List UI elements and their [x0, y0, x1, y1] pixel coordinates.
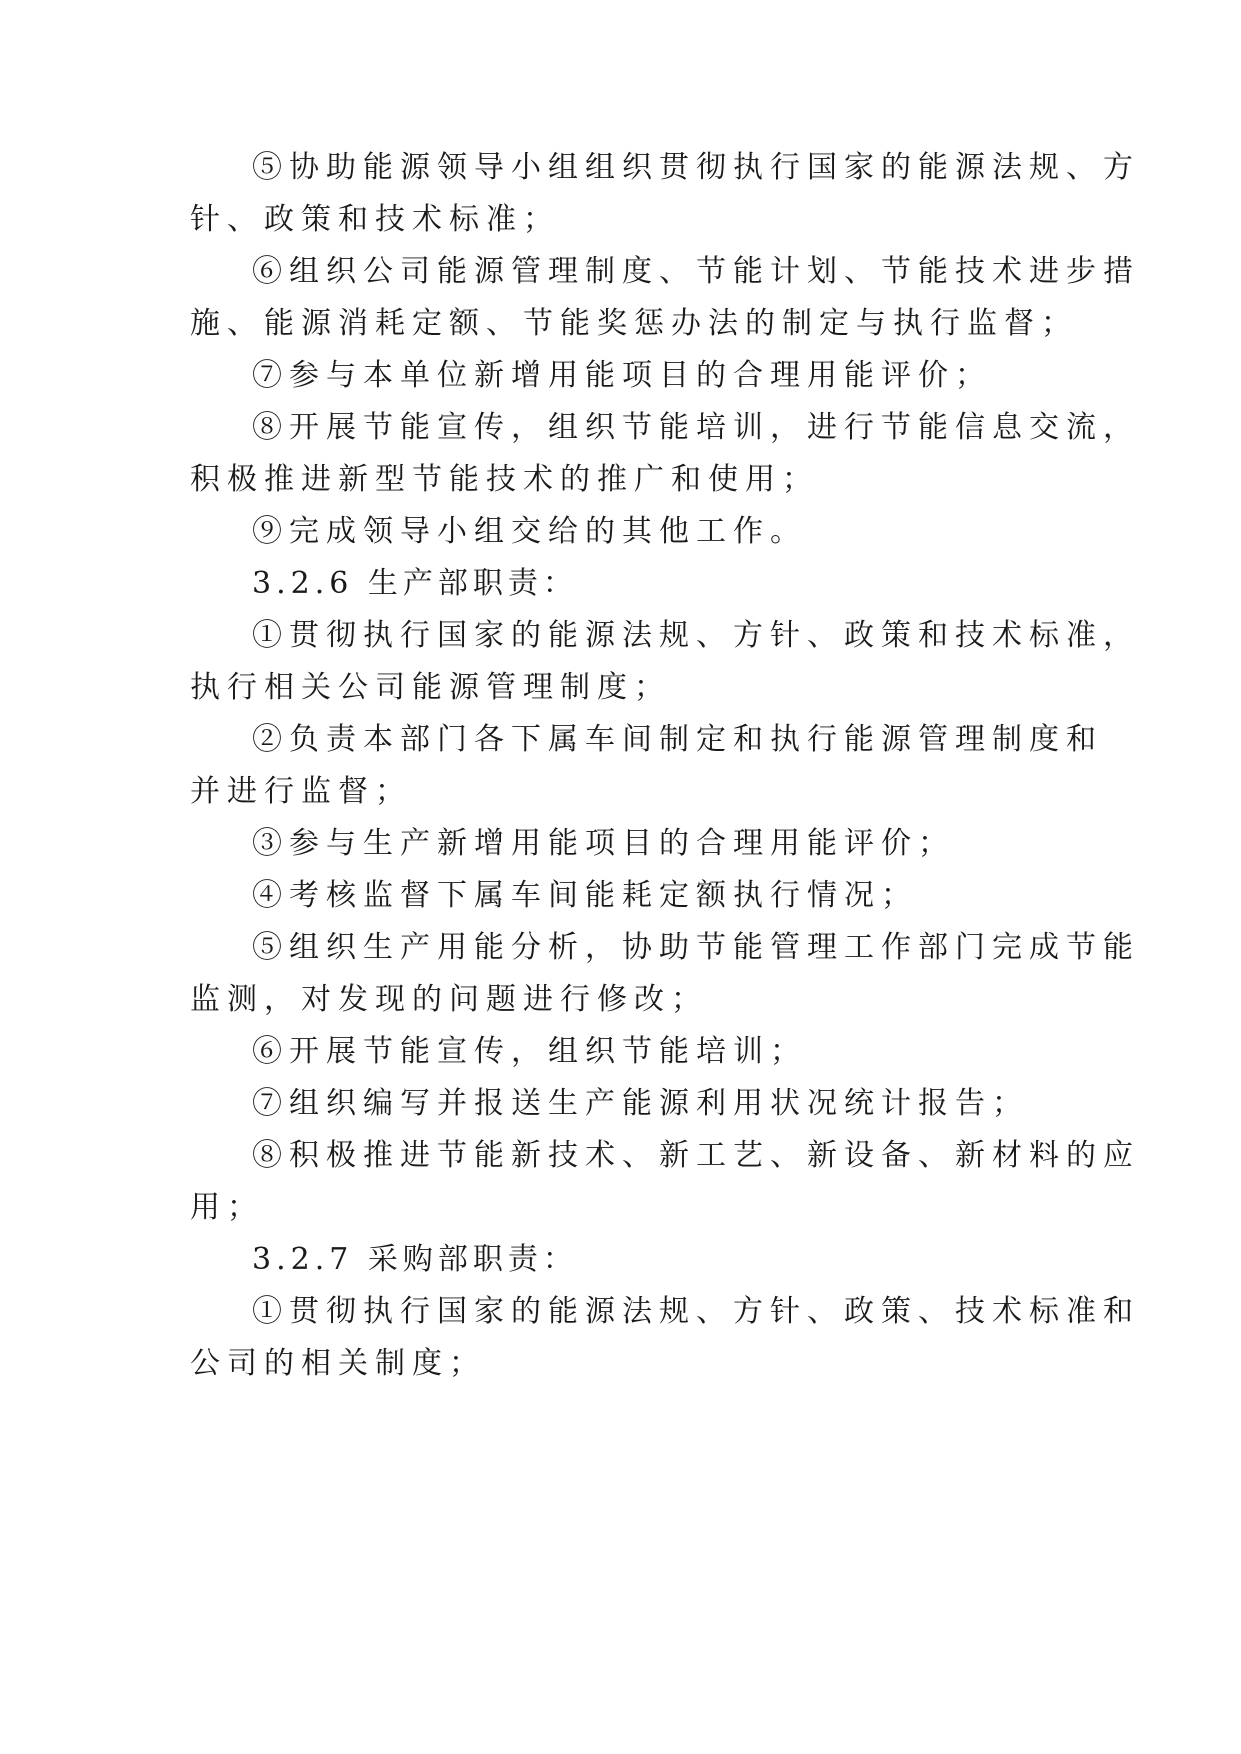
- paragraph-line: ⑥组织公司能源管理制度、节能计划、节能技术进步措: [252, 254, 1140, 289]
- paragraph-line: 并进行监督；: [190, 774, 412, 809]
- paragraph-line: ②负责本部门各下属车间制定和执行能源管理制度和: [252, 722, 1103, 757]
- paragraph-line: 执行相关公司能源管理制度；: [190, 670, 671, 705]
- paragraph-line: ⑥开展节能宣传，组织节能培训；: [252, 1034, 807, 1069]
- paragraph-line: ③参与生产新增用能项目的合理用能评价；: [252, 826, 955, 861]
- paragraph-line: ④考核监督下属车间能耗定额执行情况；: [252, 878, 918, 913]
- paragraph-line: ⑧积极推进节能新技术、新工艺、新设备、新材料的应: [252, 1138, 1140, 1173]
- paragraph-line: 监测，对发现的问题进行修改；: [190, 982, 708, 1017]
- paragraph-line: ⑧开展节能宣传，组织节能培训，进行节能信息交流，: [252, 410, 1140, 445]
- paragraph-line: ⑤组织生产用能分析，协助节能管理工作部门完成节能: [252, 930, 1140, 965]
- paragraph-line: ⑦组织编写并报送生产能源利用状况统计报告；: [252, 1086, 1029, 1121]
- paragraph-line: 施、能源消耗定额、节能奖惩办法的制定与执行监督；: [190, 306, 1078, 341]
- paragraph-line: 积极推进新型节能技术的推广和使用；: [190, 462, 819, 497]
- paragraph-line: ⑨完成领导小组交给的其他工作。: [252, 514, 807, 549]
- section-heading: 3.2.7 采购部职责：: [252, 1242, 578, 1277]
- paragraph-line: ⑦参与本单位新增用能项目的合理用能评价；: [252, 358, 992, 393]
- section-heading: 3.2.6 生产部职责：: [252, 566, 578, 601]
- paragraph-line: 针、政策和技术标准；: [190, 202, 560, 237]
- paragraph-line: ①贯彻执行国家的能源法规、方针、政策和技术标准，: [252, 618, 1140, 653]
- paragraph-line: 公司的相关制度；: [190, 1346, 486, 1381]
- paragraph-line: ①贯彻执行国家的能源法规、方针、政策、技术标准和: [252, 1294, 1140, 1329]
- paragraph-line: 用；: [190, 1190, 264, 1225]
- paragraph-line: ⑤协助能源领导小组组织贯彻执行国家的能源法规、方: [252, 150, 1140, 185]
